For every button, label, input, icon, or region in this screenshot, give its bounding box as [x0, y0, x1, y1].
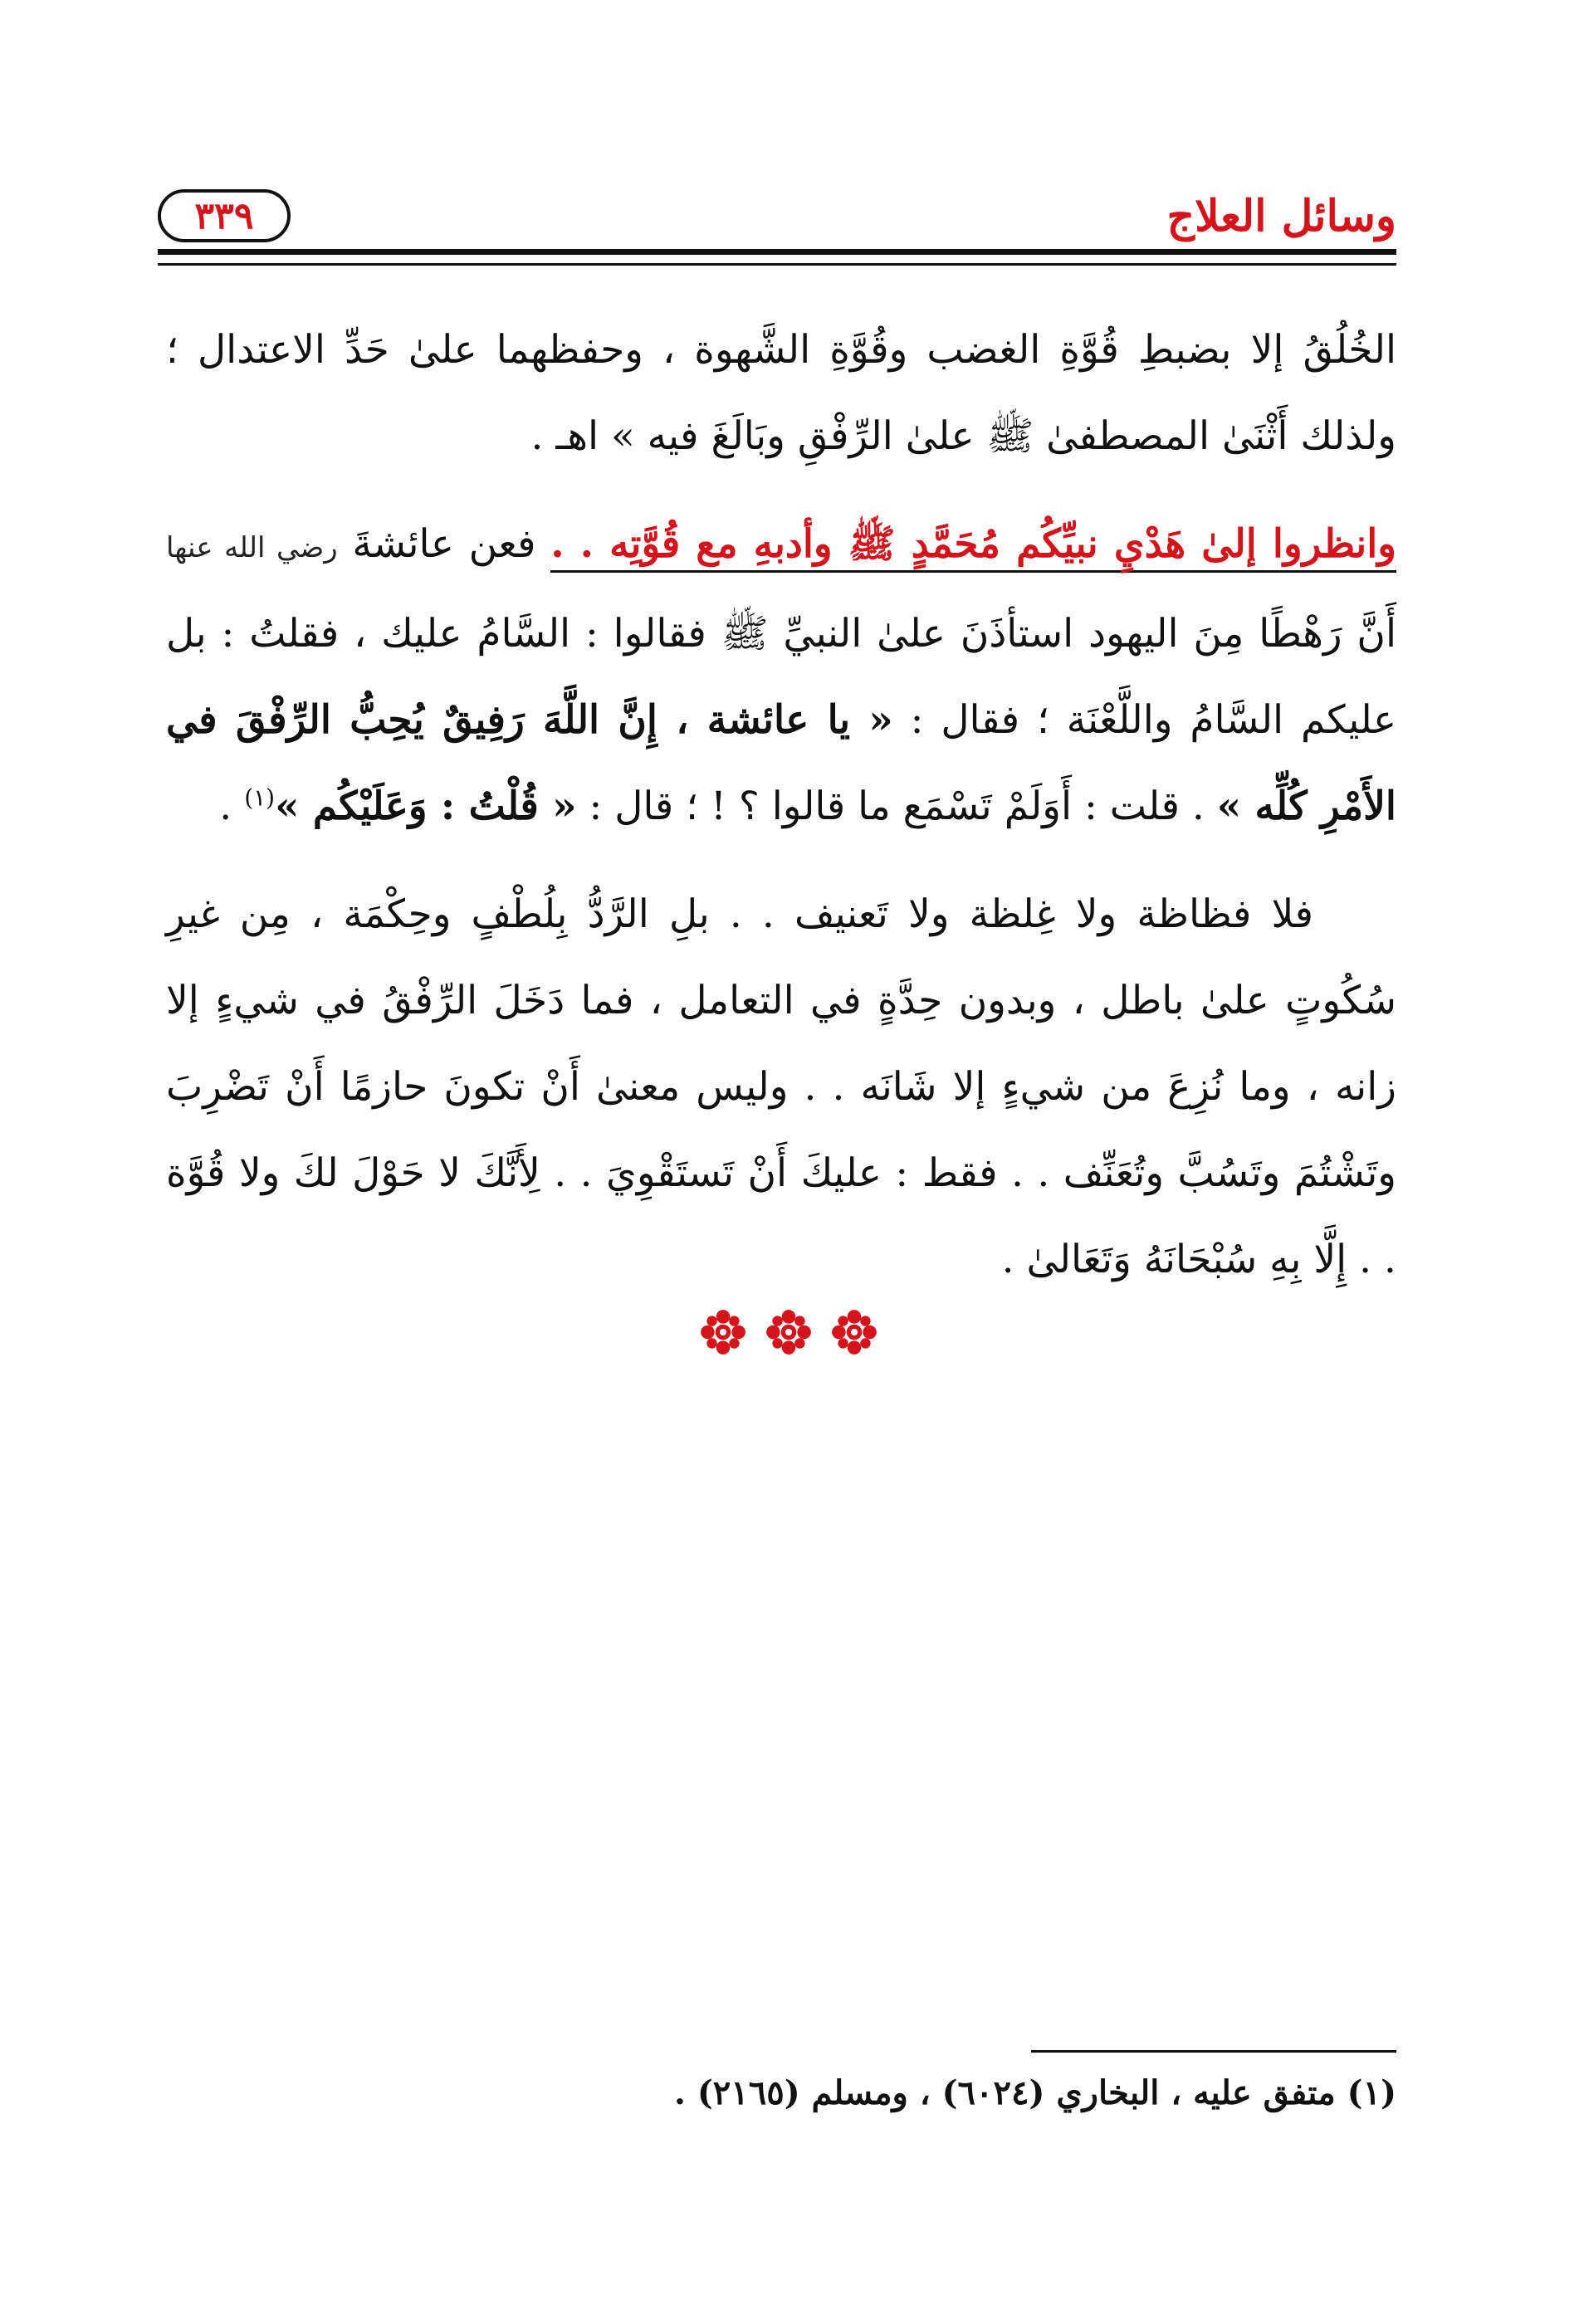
header-rule-thin [158, 263, 1396, 266]
floral-ornament-icon [697, 1306, 749, 1358]
lead-text: فعن عائشةَ [337, 521, 551, 567]
paragraph-3: فلا فظاظة ولا غِلظة ولا تَعنيف . . بلِ الرَّدُّ بِلُطْفٍ وحِكْمَة ، مِن غيرِ سُكُوتٍ علىٰ باطل ، وبدون حِدَّةٍ في التعامل ، فما دَخَلَ الرِّفْقُ في شيءٍ إلا زانه ، وما نُزِعَ من شيءٍ إلا شَانَه . . وليس معنىٰ أَنْ تكونَ حازمًا أَنْ تَضْرِبَ وتَشْتُمَ وتَسُبَّ وتُعَنِّف . . فقط : عليكَ أَنْ تَستَقْوِيَ . . لِأَنَّكَ لا حَوْلَ لكَ ولا قُوَّة . . إِلَّا بِهِ سُبْحَانَهُ وَتَعَالىٰ . [166, 891, 1396, 1282]
narration-text-1: أَنَّ رَهْطًا مِنَ اليهود استأذَنَ علىٰ النبيِّ ﷺ فقالوا : السَّامُ عليك ، فقلتُ : بل عليكم السَّامُ واللَّعْنَة ؛ فقال : [166, 611, 1396, 743]
honorific-text: رضي الله عنها [166, 531, 338, 564]
footnote: (١) متفق عليه ، البخاري (٦٠٢٤) ، ومسلم (٢١٦٥) . [673, 2073, 1396, 2112]
narration-text-2: . قلت : أَوَلَمْ تَسْمَع ما قالوا ؟ ! ؛ قال : [576, 784, 1217, 829]
running-title: وسائل العلاج [1166, 191, 1396, 242]
footnote-separator [1031, 2050, 1396, 2053]
floral-ornament-icon [763, 1306, 814, 1358]
page-number: ٣٣٩ [158, 189, 291, 242]
hadith-quote-1: « يا عائشة ، إِنَّ اللَّهَ رَفِيقٌ يُحِبُّ الرِّفْقَ في الأَمْرِ كُلِّه » [166, 697, 1396, 829]
paragraph-2 [166, 501, 1396, 850]
body-text [166, 307, 1396, 1303]
hadith-quote-2: « قُلْتُ : وَعَلَيْكُم » [275, 784, 577, 829]
page-header [158, 183, 1396, 257]
floral-ornament-icon [829, 1306, 880, 1358]
section-ornament [697, 1303, 880, 1361]
header-rule-thick [158, 249, 1396, 255]
narration-end: . [219, 784, 245, 829]
footnote-reference: (١) [244, 784, 276, 812]
paragraph-1: الخُلُقُ إلا بضبطِ قُوَّةِ الغضب وقُوَّةِ الشَّهوة ، وحفظهما علىٰ حَدِّ الاعتدال ؛ ولذلك أَثْنَىٰ المصطفىٰ ﷺ علىٰ الرِّفْقِ وبَالَغَ فيه » اهـ . [166, 327, 1396, 459]
red-heading: وانظروا إلىٰ هَدْيِ نبيِّكُم مُحَمَّدٍ ﷺ وأدبهِ مع قُوَّتِه . . [550, 521, 1396, 573]
